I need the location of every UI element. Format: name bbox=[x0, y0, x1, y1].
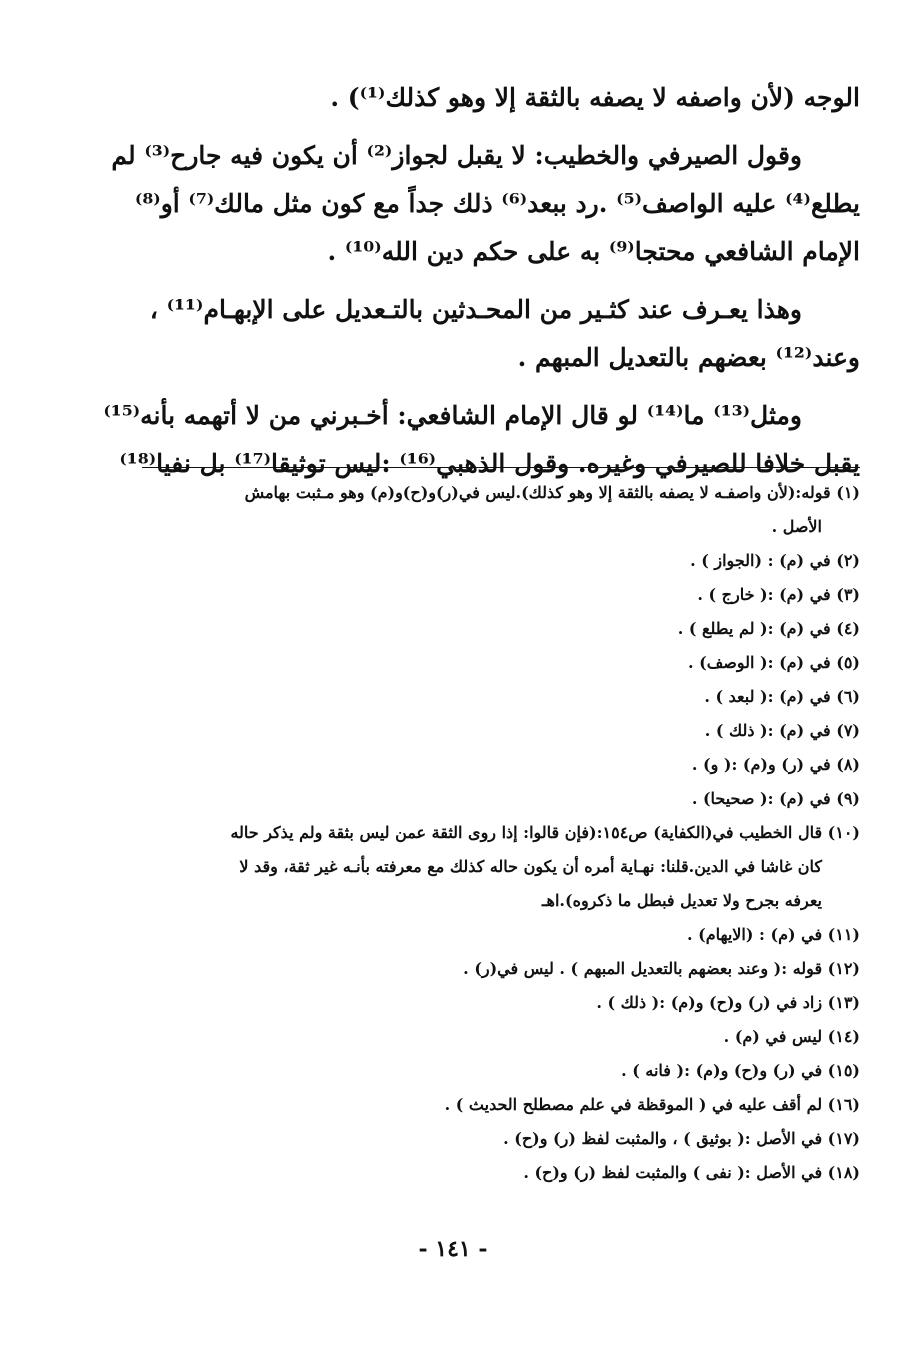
footnote-line: الأصل . bbox=[771, 517, 822, 536]
footnote-line: كان غاشا في الدين.قلنا: نهـاية أمره أن يكون حاله كذلك مع معرفته بأنـه غير ثقة، وقد لا bbox=[239, 857, 822, 876]
footnote-line: (١٧) في الأصل :( بوثيق ) ، والمثبت لفظ (ر) و(ح) . bbox=[503, 1129, 860, 1148]
footnote-separator bbox=[142, 467, 860, 468]
footnote-line: (١٣) زاد في (ر) و(ح) و(م) :( ذلك ) . bbox=[596, 993, 860, 1012]
footnote-line: (١٢) قوله :( وعند بعضهم بالتعديل المبهم ) . ليس في(ر) . bbox=[463, 959, 860, 978]
page-number: - ١٤١ - bbox=[418, 1236, 488, 1262]
main-line: وهذا يعـرف عند كثـير من المحـدثين بالتـعديل على الإبهـام⁽¹¹⁾ ، bbox=[149, 295, 802, 324]
footnote-line: (٩) في (م) :( صحيحا) . bbox=[691, 789, 860, 808]
main-line: وعند⁽¹²⁾ بعضهم بالتعديل المبهم . bbox=[517, 343, 860, 372]
footnote-line: (١٨) في الأصل :( نفى ) والمثبت لفظ (ر) و(ح) . bbox=[523, 1163, 860, 1182]
footnote-line: (١) قوله:(لأن واصفـه لا يصفه بالثقة إلا وهو كذلك).ليس في(ر)و(ح)و(م) وهو مـثبت بهامش bbox=[244, 483, 860, 502]
footnote-line: (١٥) في (ر) و(ح) و(م) :( فانه ) . bbox=[621, 1061, 860, 1080]
main-line: يطلع⁽⁴⁾ عليه الواصف⁽⁵⁾ .رد ببعد⁽⁶⁾ ذلك جداً مع كون مثل مالك⁽⁷⁾ أو⁽⁸⁾ bbox=[134, 189, 860, 218]
main-line: وقول الصيرفي والخطيب: لا يقبل لجواز⁽²⁾ أن يكون فيه جارح⁽³⁾ لم bbox=[111, 141, 802, 170]
footnote-line: (٤) في (م) :( لم يطلع ) . bbox=[677, 619, 860, 638]
footnote-line: (١٤) ليس في (م) . bbox=[723, 1027, 860, 1046]
footnote-line: (٥) في (م) :( الوصف) . bbox=[688, 653, 860, 672]
footnote-line: (٦) في (م) :( لبعد ) . bbox=[704, 687, 860, 706]
footnote-line: (١٦) لم أقف عليه في ( الموقظة في علم مصطلح الحديث ) . bbox=[444, 1095, 860, 1114]
footnote-line: (٨) في (ر) و(م) :( و) . bbox=[691, 755, 860, 774]
main-line: الإمام الشافعي محتجا⁽⁹⁾ به على حكم دين الله⁽¹⁰⁾ . bbox=[327, 237, 860, 266]
main-line: يقبل خلافا للصيرفي وغيره. وقول الذهبي⁽¹⁶⁾ :ليس توثيقا⁽¹⁷⁾ بل نفيا⁽¹⁸⁾ bbox=[119, 449, 860, 478]
footnote-line: (١١) في (م) : (الايهام) . bbox=[686, 925, 860, 944]
footnote-line: (١٠) قال الخطيب في(الكفاية) ص١٥٤:(فإن قالوا: إذا روى الثقة عمن ليس بثقة ولم يذكر حاله bbox=[230, 823, 860, 842]
main-line: الوجه (لأن واصفه لا يصفه بالثقة إلا وهو كذلك⁽¹⁾) . bbox=[330, 83, 860, 112]
main-text bbox=[40, 74, 860, 488]
main-line: ومثل⁽¹³⁾ ما⁽¹⁴⁾ لو قال الإمام الشافعي: أخـبرني من لا أتهمه بأنه⁽¹⁵⁾ bbox=[103, 401, 802, 430]
footnote-line: (٧) في (م) :( ذلك ) . bbox=[704, 721, 860, 740]
footnote-line: (٣) في (م) :( خارج ) . bbox=[697, 585, 860, 604]
footnotes bbox=[40, 476, 860, 1190]
footnote-line: (٢) في (م) : (الجواز ) . bbox=[690, 551, 860, 570]
footnote-line: يعرفه بجرح ولا تعديل فبطل ما ذكروه).اهـ bbox=[541, 891, 822, 910]
